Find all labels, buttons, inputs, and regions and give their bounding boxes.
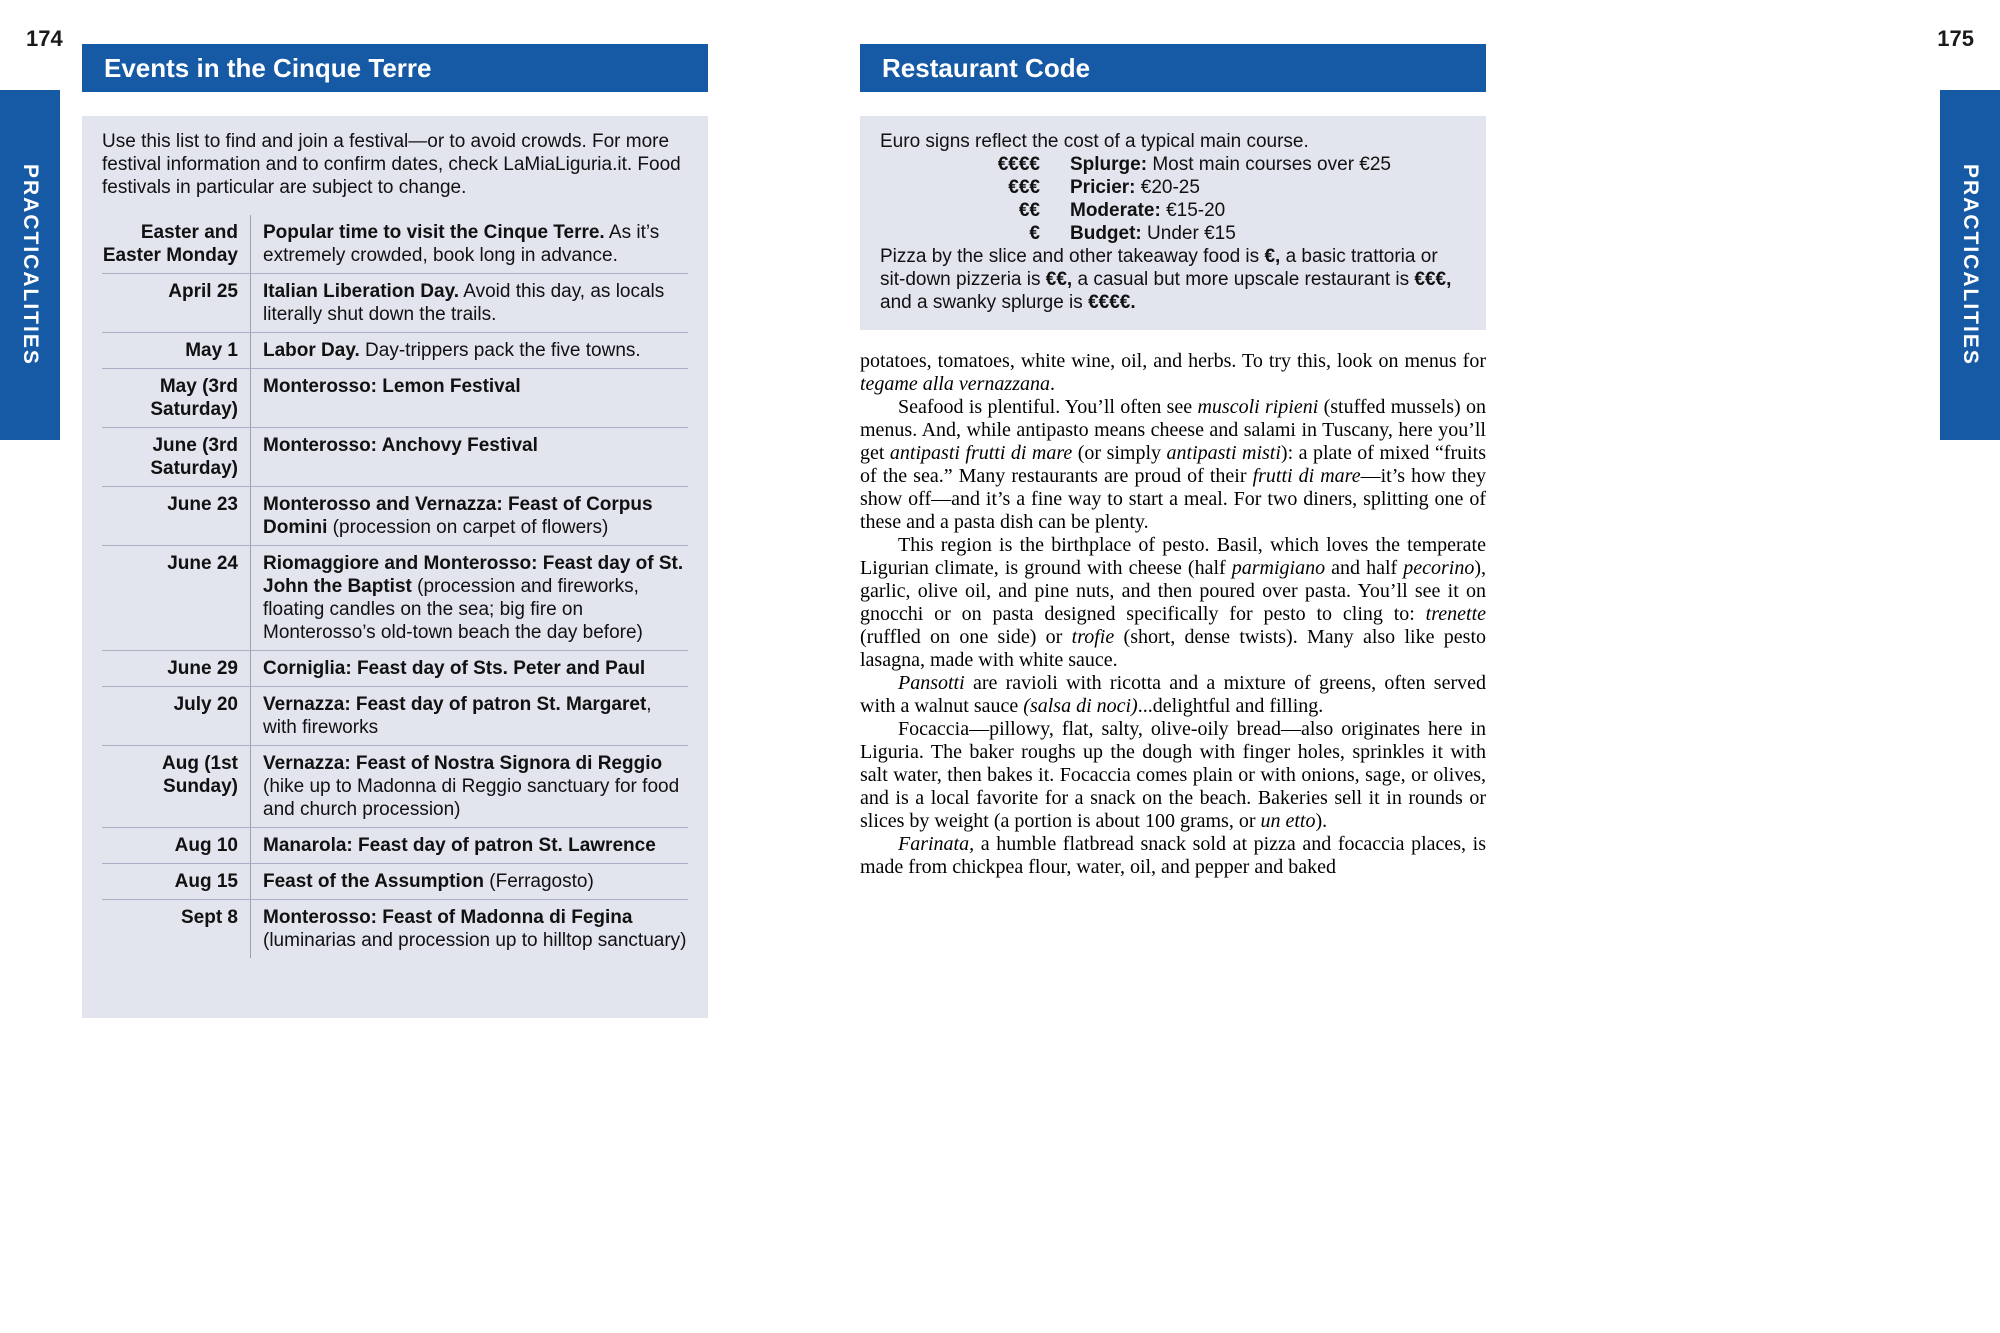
restaurant-code-header	[860, 44, 1486, 92]
event-date: April 25	[168, 281, 238, 302]
event-date: June 29	[167, 658, 238, 679]
price-level-row	[880, 153, 1466, 176]
price-symbol: €€	[1018, 200, 1040, 221]
events-box-title: Events in the Cinque Terre	[104, 52, 432, 83]
event-description	[250, 651, 688, 686]
text-segment: .	[1049, 373, 1055, 395]
event-date: May 1	[185, 340, 238, 361]
text-segment: Vernazza: Feast day of patron St. Margaret	[263, 694, 647, 715]
event-date: Sept 8	[180, 907, 238, 928]
text-segment: (procession on carpet of flowers)	[327, 517, 609, 538]
event-date: July 20	[173, 694, 238, 715]
events-table	[102, 215, 688, 958]
text-segment: (ruffled on one side) or	[860, 626, 1072, 648]
text-segment: €€€,	[1414, 269, 1452, 290]
event-row	[102, 273, 688, 332]
price-symbol: €	[1029, 223, 1040, 244]
event-description	[250, 428, 688, 486]
body-paragraph	[860, 534, 1486, 672]
text-segment: €€,	[1045, 269, 1073, 290]
text-segment: ).	[1315, 810, 1328, 832]
text-segment: Seafood is plentiful. You’ll often see	[898, 396, 1198, 418]
price-description: Moderate: €15-20	[1070, 200, 1226, 221]
event-description	[250, 487, 688, 545]
text-segment: This region is the birthplace of pesto. Basil, which loves the temperate Ligurian climate, is ground with cheese (half	[860, 534, 1486, 579]
event-row	[102, 863, 688, 899]
practicalities-tab-left	[0, 90, 60, 440]
text-segment: trenette	[1425, 603, 1486, 625]
text-segment: Day-trippers pack the five towns.	[359, 340, 641, 361]
event-row	[102, 899, 688, 958]
text-segment: ), garlic, olive oil, and pine nuts, and then poured over pasta. You’ll see it on gnocchi or on pasta designed specifically for pesto to cling to:	[860, 557, 1486, 625]
event-description	[250, 546, 688, 650]
text-segment: Monterosso: Feast of Madonna di Fegina	[263, 907, 633, 928]
price-level-row	[880, 199, 1466, 222]
text-segment: Pansotti	[898, 672, 965, 694]
text-segment: parmigiano	[1231, 557, 1326, 579]
text-segment: muscoli ripieni	[1197, 396, 1319, 418]
practicalities-tab-right	[1940, 90, 2000, 440]
text-segment: pecorino	[1403, 557, 1475, 579]
price-description: Splurge: Most main courses over €25	[1070, 154, 1392, 175]
event-description	[250, 215, 688, 273]
text-segment: un etto	[1260, 810, 1316, 832]
event-date: Aug 15	[174, 871, 238, 892]
event-description	[250, 369, 688, 427]
event-description	[250, 274, 688, 332]
text-segment: €€€€.	[1088, 292, 1136, 313]
restaurant-code-title: Restaurant Code	[882, 52, 1091, 83]
text-segment: Vernazza: Feast of Nostra Signora di Reggio	[263, 753, 663, 774]
text-segment: Pizza by the slice and other takeaway food is	[880, 246, 1265, 267]
text-segment: (salsa di noci)	[1023, 695, 1138, 717]
event-row	[102, 686, 688, 745]
price-symbol: €€€	[1008, 177, 1040, 198]
text-segment: Italian Liberation Day.	[263, 281, 460, 302]
body-paragraph	[860, 396, 1486, 534]
text-segment: —it’s how they show off—and it’s a fine way to start a meal. For two diners, splitting one of these and a pasta dish can be plenty.	[860, 465, 1486, 533]
text-segment: and half	[1325, 557, 1404, 579]
body-paragraph	[860, 350, 1486, 396]
text-segment: (procession and fireworks, floating candles on the sea; big fire on Monterosso’s old-town beach the day before)	[263, 576, 643, 643]
event-date: Easter and Easter Monday	[102, 222, 238, 266]
text-segment: (short, dense twists). Many also like pesto lasagna, made with white sauce.	[860, 626, 1486, 671]
page-number-right: 175	[1937, 26, 1974, 51]
event-row	[102, 745, 688, 827]
text-segment: Popular time to visit the Cinque Terre.	[263, 222, 605, 243]
practicalities-tab-left-label: PRACTICALITIES	[19, 164, 42, 366]
text-segment: Feast of the Assumption	[263, 871, 484, 892]
event-date: Aug 10	[174, 835, 238, 856]
event-date: June 24	[167, 553, 238, 574]
text-segment: (Ferragosto)	[483, 871, 594, 892]
text-segment: trofie	[1071, 626, 1115, 648]
price-level-row	[880, 222, 1466, 245]
event-description	[250, 828, 688, 863]
body-paragraph	[860, 833, 1486, 879]
event-row	[102, 368, 688, 427]
text-segment: Monterosso and Vernazza: Feast of Corpus Domini	[263, 494, 653, 538]
body-text	[860, 350, 1486, 879]
restaurant-code-box	[860, 116, 1486, 330]
text-segment: antipasti misti	[1166, 442, 1281, 464]
price-level-row	[880, 176, 1466, 199]
event-description	[250, 746, 688, 827]
text-segment: Focaccia—pillowy, flat, salty, olive-oily bread—also originates here in Liguria. The baker roughs up the dough with finger holes, sprinkles it with salt water, then bakes it. Focaccia comes plain or with onions, sage, or olives, and is a local favorite for a snack on the beach. Bakeries sell it in rounds or slices by weight (a portion is about 100 grams, or	[860, 718, 1486, 832]
restaurant-code-intro: Euro signs reflect the cost of a typical main course.	[880, 131, 1309, 152]
text-segment: (stuffed mussels) on menus. And, while antipasto means cheese and salami in Tuscany, here you’ll get	[860, 396, 1487, 464]
events-box-header	[82, 44, 708, 92]
text-segment: Labor Day.	[263, 340, 360, 361]
text-segment: Corniglia: Feast day of Sts. Peter and Paul	[263, 658, 646, 679]
price-levels	[880, 153, 1466, 245]
event-date: June (3rd Saturday)	[150, 435, 238, 479]
event-row	[102, 332, 688, 368]
price-description: Pricier: €20-25	[1070, 177, 1200, 198]
text-segment: a basic trattoria or sit-down pizzeria is	[880, 246, 1438, 290]
event-date: May (3rd Saturday)	[150, 376, 238, 420]
event-row	[102, 215, 688, 273]
text-segment: and a swanky splurge is	[880, 292, 1089, 313]
text-segment: As it’s extremely crowded, book long in advance.	[263, 222, 660, 266]
text-segment: Manarola: Feast day of patron St. Lawrence	[263, 835, 656, 856]
event-row	[102, 486, 688, 545]
text-segment: €,	[1264, 246, 1281, 267]
event-row	[102, 827, 688, 863]
event-row	[102, 427, 688, 486]
text-segment: Riomaggiore and Monterosso: Feast day of St. John the Baptist	[263, 553, 684, 597]
text-segment: Monterosso: Lemon Festival	[263, 376, 521, 397]
body-paragraph	[860, 718, 1486, 833]
page-number-left: 174	[26, 26, 63, 51]
text-segment: ): a plate of mixed “fruits of the sea.” Many restaurants are proud of their	[860, 442, 1487, 487]
text-segment: (or simply	[1072, 442, 1167, 464]
event-description	[250, 687, 688, 745]
text-segment: Farinata,	[898, 833, 975, 855]
event-description	[250, 864, 688, 899]
text-segment: frutti di mare	[1252, 465, 1361, 487]
event-row	[102, 650, 688, 686]
events-intro: Use this list to find and join a festival—or to avoid crowds. For more festival information and to confirm dates, check LaMiaLiguria.it. Food festivals in particular are subject to change.	[102, 131, 681, 198]
text-segment: tegame alla vernazzana	[860, 373, 1050, 395]
price-note	[880, 245, 1466, 314]
event-date: Aug (1st Sunday)	[162, 753, 238, 797]
text-segment: potatoes, tomatoes, white wine, oil, and herbs. To try this, look on menus for	[860, 350, 1486, 372]
text-segment: (luminarias and procession up to hilltop sanctuary)	[263, 930, 687, 951]
event-date: June 23	[167, 494, 238, 515]
text-segment: Avoid this day, as locals literally shut down the trails.	[263, 281, 665, 325]
text-segment: a humble flatbread snack sold at pizza and focaccia places, is made from chickpea flour, water, oil, and pepper and baked	[860, 833, 1486, 878]
text-segment: (hike up to Madonna di Reggio sanctuary for food and church procession)	[263, 776, 680, 820]
event-description	[250, 900, 688, 958]
text-segment: ...delightful and filling.	[1137, 695, 1324, 717]
text-segment: a casual but more upscale restaurant is	[1072, 269, 1415, 290]
event-description	[250, 333, 688, 368]
practicalities-tab-right-label: PRACTICALITIES	[1959, 164, 1982, 366]
events-box	[82, 116, 708, 1018]
text-segment: are ravioli with ricotta and a mixture of greens, often served with a walnut sauce	[860, 672, 1486, 717]
body-paragraph	[860, 672, 1486, 718]
price-description: Budget: Under €15	[1070, 223, 1236, 244]
text-segment: antipasti frutti di mare	[889, 442, 1073, 464]
price-symbol: €€€€	[997, 154, 1040, 175]
event-row	[102, 545, 688, 650]
text-segment: , with fireworks	[263, 694, 652, 738]
text-segment: Monterosso: Anchovy Festival	[263, 435, 538, 456]
